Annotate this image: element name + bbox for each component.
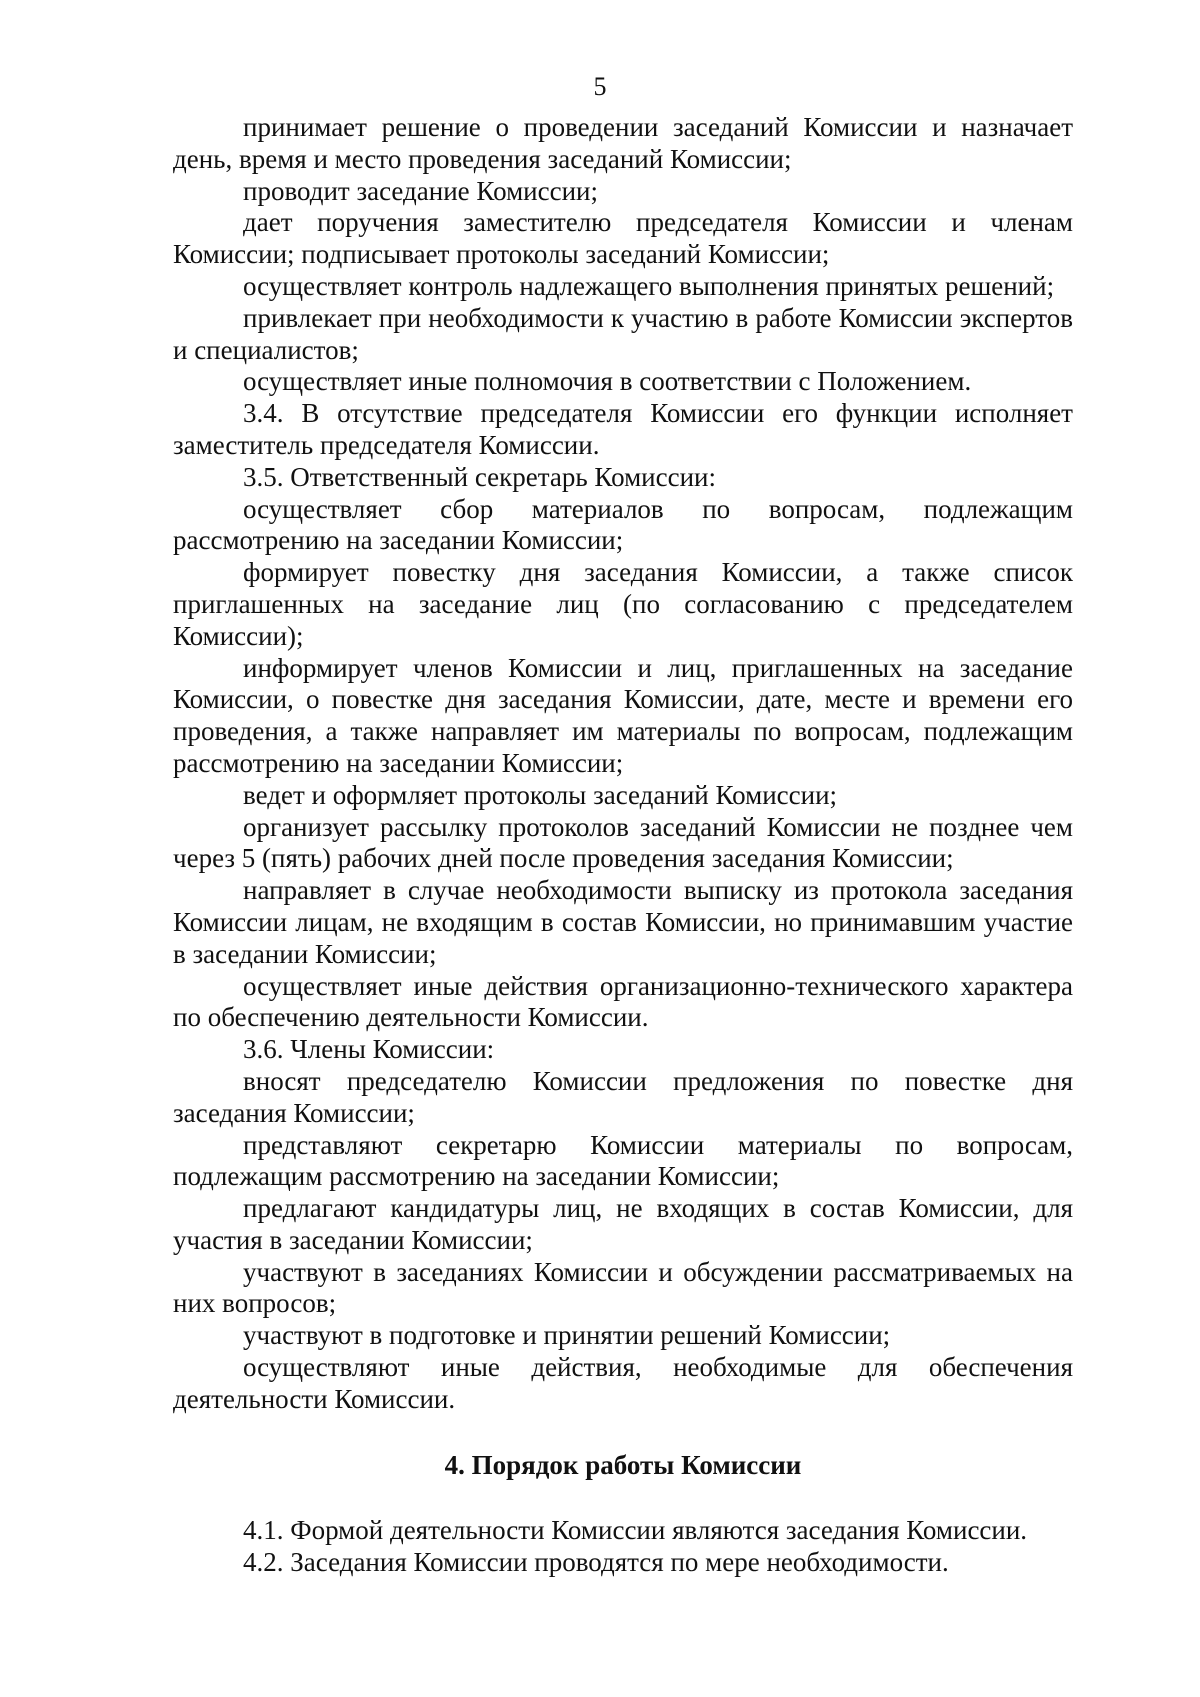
paragraph: вносят председателю Комиссии предложения по повестке дня заседания Комиссии; [173, 1065, 1073, 1128]
paragraph: организует рассылку протоколов заседаний Комиссии не позднее чем через 5 (пять) рабочих дней после проведения заседания Комиссии; [173, 811, 1073, 874]
paragraph: ведет и оформляет протоколы заседаний Комиссии; [243, 779, 838, 810]
paragraph: осуществляют иные действия, необходимые для обеспечения деятельности Комиссии. [173, 1352, 1073, 1414]
paragraph: формирует повестку дня заседания Комиссии, а также список приглашенных на заседание лиц (по согласованию с председателем Комиссии); [173, 557, 1073, 651]
section-heading: 4. Порядок работы Комиссии [444, 1450, 802, 1480]
paragraph: участвуют в заседаниях Комиссии и обсуждении рассматриваемых на них вопросов; [173, 1256, 1073, 1319]
paragraph: осуществляет контроль надлежащего выполнения принятых решений; [243, 270, 1055, 301]
paragraph: проводит заседание Комиссии; [243, 175, 598, 206]
paragraph: участвуют в подготовке и принятии решений Комиссии; [243, 1320, 891, 1351]
paragraph: осуществляет иные полномочия в соответствии с Положением. [243, 366, 972, 397]
paragraph: предлагают кандидатуры лиц, не входящих в состав Комиссии, для участия в заседании Комиссии; [173, 1193, 1073, 1255]
paragraph: дает поручения заместителю председателя Комиссии и членам Комиссии; подписывает протоколы заседаний Комиссии; [173, 207, 1073, 270]
paragraph: привлекает при необходимости к участию в работе Комиссии экспертов и специалистов; [173, 302, 1073, 365]
page-number: 5 [593, 72, 607, 101]
paragraph: 3.5. Ответственный секретарь Комиссии: [243, 461, 716, 492]
paragraph: представляют секретарю Комиссии материалы по вопросам, подлежащим рассмотрению на заседании Комиссии; [173, 1129, 1073, 1192]
body-text [173, 112, 1073, 1416]
paragraph: 4.2. Заседания Комиссии проводятся по мере необходимости. [243, 1547, 949, 1577]
paragraph: осуществляет иные действия организационно-технического характера по обеспечению деятельности Комиссии. [173, 970, 1073, 1033]
section-text [173, 1514, 1073, 1578]
paragraph: 4.1. Формой деятельности Комиссии являются заседания Комиссии. [243, 1515, 1028, 1545]
paragraph: 3.6. Члены Комиссии: [243, 1034, 495, 1065]
paragraph: принимает решение о проведении заседаний Комиссии и назначает день, время и место проведения заседаний Комиссии; [173, 112, 1073, 174]
paragraph: осуществляет сбор материалов по вопросам, подлежащим рассмотрению на заседании Комиссии; [173, 493, 1073, 556]
paragraph: 3.4. В отсутствие председателя Комиссии его функции исполняет заместитель председателя Комиссии. [173, 398, 1073, 460]
paragraph: информирует членов Комиссии и лиц, приглашенных на заседание Комиссии, о повестке дня заседания Комиссии, дате, месте и времени его проведения, а также направляет им материалы по вопросам, подлежащим рассмотрению на заседании Комиссии; [173, 652, 1073, 778]
paragraph: направляет в случае необходимости выписку из протокола заседания Комиссии лицам, не входящим в состав Комиссии, но принимавшим участие в заседании Комиссии; [173, 875, 1073, 969]
